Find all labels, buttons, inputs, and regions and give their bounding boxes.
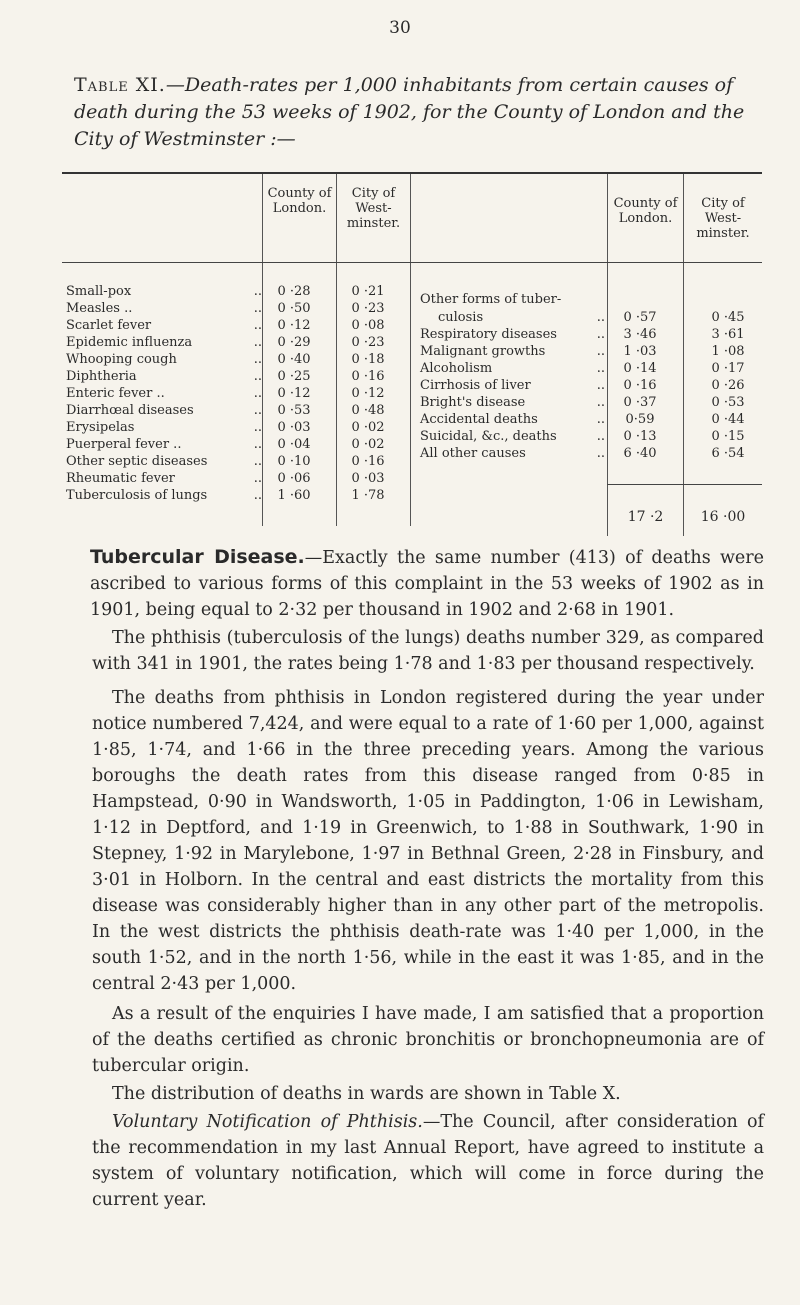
- table-row: [66, 352, 396, 367]
- header-county-of-london: County of London.: [267, 186, 332, 216]
- cause-name: All other causes: [420, 446, 526, 461]
- table-row: [66, 471, 396, 486]
- leader-dots: ..: [253, 471, 262, 486]
- cause-name: Accidental deaths: [420, 412, 538, 427]
- county-rate: 0 ·50: [277, 301, 311, 316]
- city-rate: 0 ·16: [351, 369, 385, 384]
- county-rate: 0 ·14: [623, 361, 657, 376]
- header-city-of-westminster: City of West- minster.: [696, 196, 750, 241]
- table-row: [66, 386, 396, 401]
- totals-rule: [607, 484, 762, 485]
- city-rate: 0 ·16: [351, 454, 385, 469]
- table-row: [66, 369, 396, 384]
- cause-name: Bright's disease: [420, 395, 526, 410]
- paragraph: [92, 1109, 764, 1213]
- county-rate: 0 ·10: [277, 454, 311, 469]
- paragraph: The deaths from phthisis in London registered during the year under notice numbered 7,424, and were equal to a rate of 1·60 per 1,000, against 1·85, 1·74, and 1·66 in the three preceding years. Among the various boroughs the death rates from this disease ranged from 0·85 in Hampstead, 0·90 in Wandsworth, 1·05 in Paddington, 1·06 in Lewisham, 1·12 in Deptford, and 1·19 in Greenwich, to 1·88 in Southwark, 1·90 in Stepney, 1·92 in Marylebone, 1·97 in Bethnal Green, 2·28 in Finsbury, and 3·01 in Holborn. In the central and east districts the mortality from this disease was considerably higher than in any other part of the metropolis. In the west districts the phthisis death-rate was 1·40 per 1,000, in the south 1·52, and in the north 1·56, while in the east it was 1·85, and in the central 2·43 per 1,000.: [92, 688, 764, 994]
- leader-dots: ..: [253, 386, 262, 401]
- city-rate: 0 ·18: [351, 352, 385, 367]
- leader-dots: ..: [253, 352, 262, 367]
- city-rate: 0 ·02: [351, 437, 385, 452]
- header-county-of-london: County of London.: [613, 196, 678, 226]
- leader-dots: ..: [253, 454, 262, 469]
- table-label: Table XI.: [74, 74, 166, 96]
- city-rate: 0 ·03: [351, 471, 385, 486]
- county-rate: 0·59: [625, 412, 655, 427]
- table-row: [66, 284, 396, 299]
- table-column-rule: [410, 174, 411, 526]
- cause-name: Epidemic influenza: [66, 335, 193, 350]
- table-row: [66, 403, 396, 418]
- table-header-rule: [62, 262, 762, 263]
- cause-name: Alcoholism: [420, 361, 493, 376]
- header-city-of-westminster: City of West- minster.: [346, 186, 401, 231]
- leader-dots: ..: [253, 335, 262, 350]
- cause-name: Other septic diseases: [66, 454, 208, 469]
- leader-dots: ..: [596, 361, 605, 376]
- cause-name: Enteric fever ..: [66, 386, 165, 401]
- paragraph-text: —The Council, after consideration of the recommendation in my last Annual Report, have agreed to institute a system of voluntary notification, which will come in force during the current year.: [92, 1112, 765, 1210]
- leader-dots: ..: [253, 318, 262, 333]
- cause-name: Diarrhœal diseases: [66, 403, 194, 418]
- city-rate: 0 ·23: [351, 301, 385, 316]
- city-rate: 0 ·12: [351, 386, 385, 401]
- city-rate: 6 ·54: [711, 446, 745, 461]
- county-rate: 0 ·16: [623, 378, 657, 393]
- city-rate: 0 ·21: [351, 284, 385, 299]
- county-rate: 0 ·29: [277, 335, 311, 350]
- leader-dots: ..: [596, 412, 605, 427]
- city-rate: 0 ·45: [711, 310, 745, 325]
- paragraph: The distribution of deaths in wards are shown in Table X.: [112, 1084, 621, 1104]
- paragraph-text: —Exactly the same number (413) of deaths were ascribed to various forms of this complaint in the 53 weeks of 1902 as in 1901, being equal to 2·32 per thousand in 1902 and 2·68 in 1901.: [90, 548, 764, 620]
- leader-dots: ..: [596, 429, 605, 444]
- county-rate: 1 ·03: [623, 344, 657, 359]
- table-title: —Death-rates per 1,000 inhabitants from certain causes of death during the 53 weeks of 1902, for the County of London and the City of Westminster :—: [74, 74, 745, 150]
- body-text: [92, 544, 764, 1213]
- leader-dots: ..: [596, 395, 605, 410]
- leader-dots: ..: [253, 369, 262, 384]
- leader-dots: ..: [253, 488, 262, 503]
- county-rate: 0 ·37: [623, 395, 657, 410]
- subheading: Voluntary Notification of Phthisis.: [112, 1112, 423, 1132]
- county-rate: 1 ·60: [277, 488, 311, 503]
- city-rate: 0 ·23: [351, 335, 385, 350]
- leader-dots: ..: [596, 310, 605, 325]
- city-rate: 0 ·08: [351, 318, 385, 333]
- leader-dots: ..: [596, 446, 605, 461]
- city-rate: 0 ·17: [711, 361, 745, 376]
- leader-dots: ..: [253, 284, 262, 299]
- page-number: 30: [389, 18, 411, 38]
- leader-dots: ..: [253, 403, 262, 418]
- county-rate: 0 ·06: [277, 471, 311, 486]
- cause-name: Rheumatic fever: [66, 471, 175, 486]
- county-rate: 0 ·13: [623, 429, 657, 444]
- table-row: [66, 420, 396, 435]
- county-rate: 0 ·03: [277, 420, 311, 435]
- total-county-rate: 17 ·2: [627, 509, 664, 525]
- cause-name: Malignant growths: [420, 344, 546, 359]
- paragraph: As a result of the enquiries I have made, I am satisfied that a proportion of the deaths certified as chronic bronchitis or bronchopneumonia are of tubercular origin.: [92, 1004, 764, 1076]
- city-rate: 0 ·02: [351, 420, 385, 435]
- county-rate: 3 ·46: [623, 327, 657, 342]
- cause-name: Scarlet fever: [66, 318, 152, 333]
- county-rate: 6 ·40: [623, 446, 657, 461]
- city-rate: 3 ·61: [711, 327, 745, 342]
- cause-name: Diphtheria: [66, 369, 137, 384]
- county-rate: 0 ·12: [277, 386, 311, 401]
- city-rate: 0 ·44: [711, 412, 745, 427]
- leader-dots: ..: [253, 437, 262, 452]
- table-top-rule: [62, 172, 762, 174]
- cause-name: Suicidal, &c., deaths: [420, 429, 557, 444]
- cause-name: Small-pox: [66, 284, 132, 299]
- city-rate: 0 ·26: [711, 378, 745, 393]
- table-row: [66, 318, 396, 333]
- table-row: [66, 301, 396, 316]
- city-rate: 0 ·48: [351, 403, 385, 418]
- cause-name: Erysipelas: [66, 420, 135, 435]
- county-rate: 0 ·40: [277, 352, 311, 367]
- cause-name: Measles ..: [66, 301, 133, 316]
- total-city-rate: 16 ·00: [700, 509, 746, 525]
- city-rate: 1 ·08: [711, 344, 745, 359]
- table-row: [66, 437, 396, 452]
- leader-dots: ..: [596, 327, 605, 342]
- cause-name: Respiratory diseases: [420, 327, 557, 342]
- county-rate: 0 ·53: [277, 403, 311, 418]
- leader-dots: ..: [596, 378, 605, 393]
- leader-dots: ..: [253, 301, 262, 316]
- paragraph: The phthisis (tuberculosis of the lungs) deaths number 329, as compared with 341 in 1901, the rates being 1·78 and 1·83 per thousand respectively.: [92, 628, 764, 674]
- county-rate: 0 ·12: [277, 318, 311, 333]
- table-row: [66, 335, 396, 350]
- cause-name: culosis: [438, 310, 484, 325]
- section-heading: Tubercular Disease.: [90, 546, 305, 568]
- cause-name: Other forms of tuber-: [420, 292, 562, 307]
- county-rate: 0 ·57: [623, 310, 657, 325]
- county-rate: 0 ·28: [277, 284, 311, 299]
- city-rate: 1 ·78: [351, 488, 385, 503]
- table-caption: [74, 72, 764, 153]
- paragraph: [90, 544, 764, 623]
- table-row: [66, 488, 396, 503]
- city-rate: 0 ·15: [711, 429, 745, 444]
- cause-name: Whooping cough: [66, 352, 177, 367]
- cause-name: Cirrhosis of liver: [420, 378, 531, 393]
- leader-dots: ..: [596, 344, 605, 359]
- leader-dots: ..: [253, 420, 262, 435]
- county-rate: 0 ·25: [277, 369, 311, 384]
- cause-name: Puerperal fever ..: [66, 437, 182, 452]
- city-rate: 0 ·53: [711, 395, 745, 410]
- table-row: [66, 454, 396, 469]
- cause-name: Tuberculosis of lungs: [66, 488, 208, 503]
- county-rate: 0 ·04: [277, 437, 311, 452]
